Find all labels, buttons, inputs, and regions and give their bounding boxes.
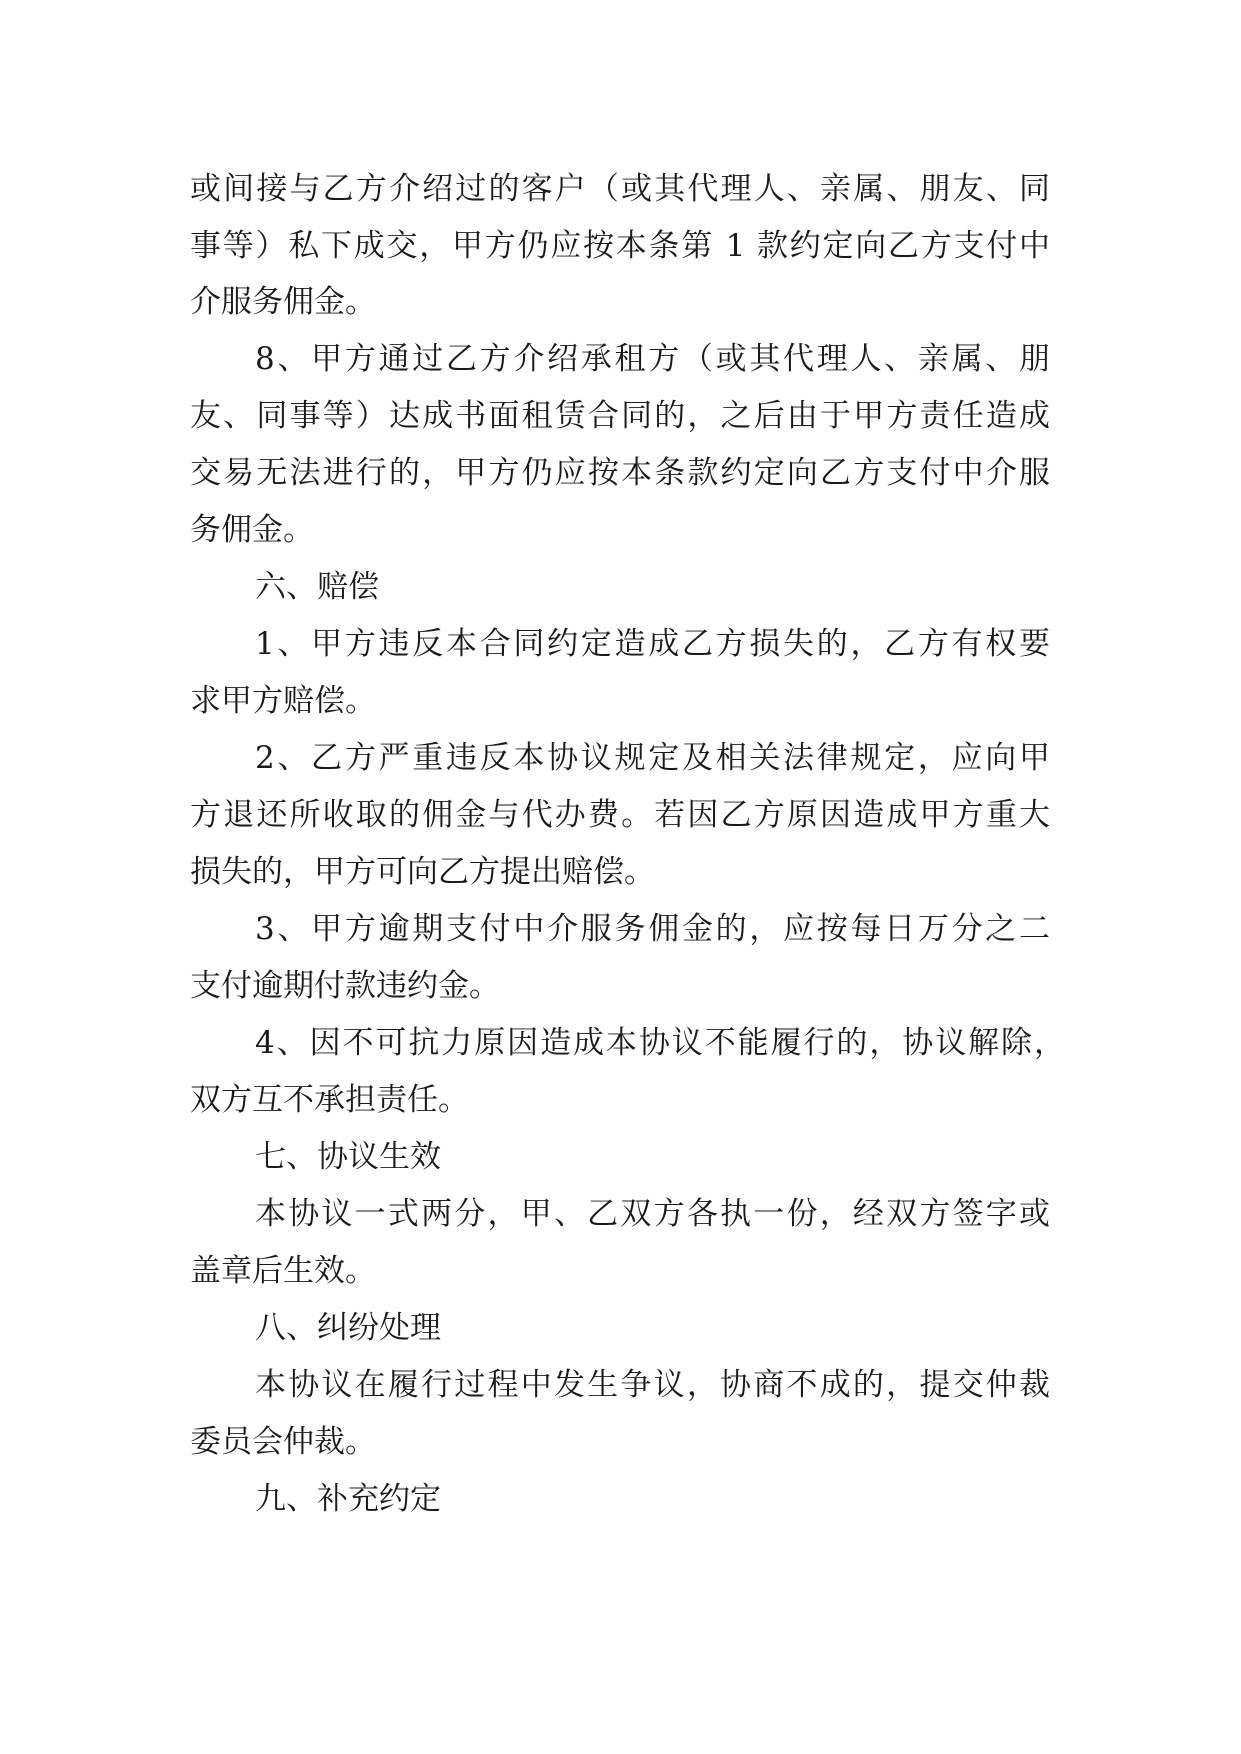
- paragraph-line: 事等）私下成交，甲方仍应按本条第 1 款约定向乙方支付中: [190, 228, 1050, 264]
- section-heading-supplement: 九、补充约定: [255, 1481, 441, 1517]
- paragraph-line: 盖章后生效。: [190, 1253, 376, 1289]
- section-heading-dispute: 八、纠纷处理: [255, 1310, 441, 1346]
- paragraph-line: 求甲方赔偿。: [190, 683, 376, 719]
- paragraph-line: 务佣金。: [190, 512, 314, 548]
- paragraph-line: 支付逾期付款违约金。: [190, 968, 500, 1004]
- paragraph-line: 方退还所收取的佣金与代办费。若因乙方原因造成甲方重大: [190, 797, 1050, 833]
- paragraph-line: 委员会仲裁。: [190, 1424, 376, 1460]
- clause-2-line: 2、乙方严重违反本协议规定及相关法律规定，应向甲: [255, 740, 1050, 776]
- section-heading-effectiveness: 七、协议生效: [255, 1139, 441, 1175]
- paragraph-line: 交易无法进行的，甲方仍应按本条款约定向乙方支付中介服: [190, 455, 1050, 491]
- paragraph-line: 本协议在履行过程中发生争议，协商不成的，提交仲裁: [255, 1367, 1050, 1403]
- clause-1-line: 1、甲方违反本合同约定造成乙方损失的，乙方有权要: [255, 626, 1050, 662]
- paragraph-line: 双方互不承担责任。: [190, 1082, 469, 1118]
- paragraph-line: 损失的，甲方可向乙方提出赔偿。: [190, 854, 655, 890]
- paragraph-line: 友、同事等）达成书面租赁合同的，之后由于甲方责任造成: [190, 398, 1050, 434]
- clause-4-line: 4、因不可抗力原因造成本协议不能履行的，协议解除，: [255, 1025, 1065, 1061]
- paragraph-line: 本协议一式两分，甲、乙双方各执一份，经双方签字或: [255, 1196, 1050, 1232]
- paragraph-line: 介服务佣金。: [190, 284, 376, 320]
- section-heading-compensation: 六、赔偿: [255, 569, 379, 605]
- clause-3-line: 3、甲方逾期支付中介服务佣金的，应按每日万分之二: [255, 911, 1050, 947]
- paragraph-line: 或间接与乙方介绍过的客户（或其代理人、亲属、朋友、同: [190, 171, 1050, 207]
- clause-8-line: 8、甲方通过乙方介绍承租方（或其代理人、亲属、朋: [255, 341, 1050, 377]
